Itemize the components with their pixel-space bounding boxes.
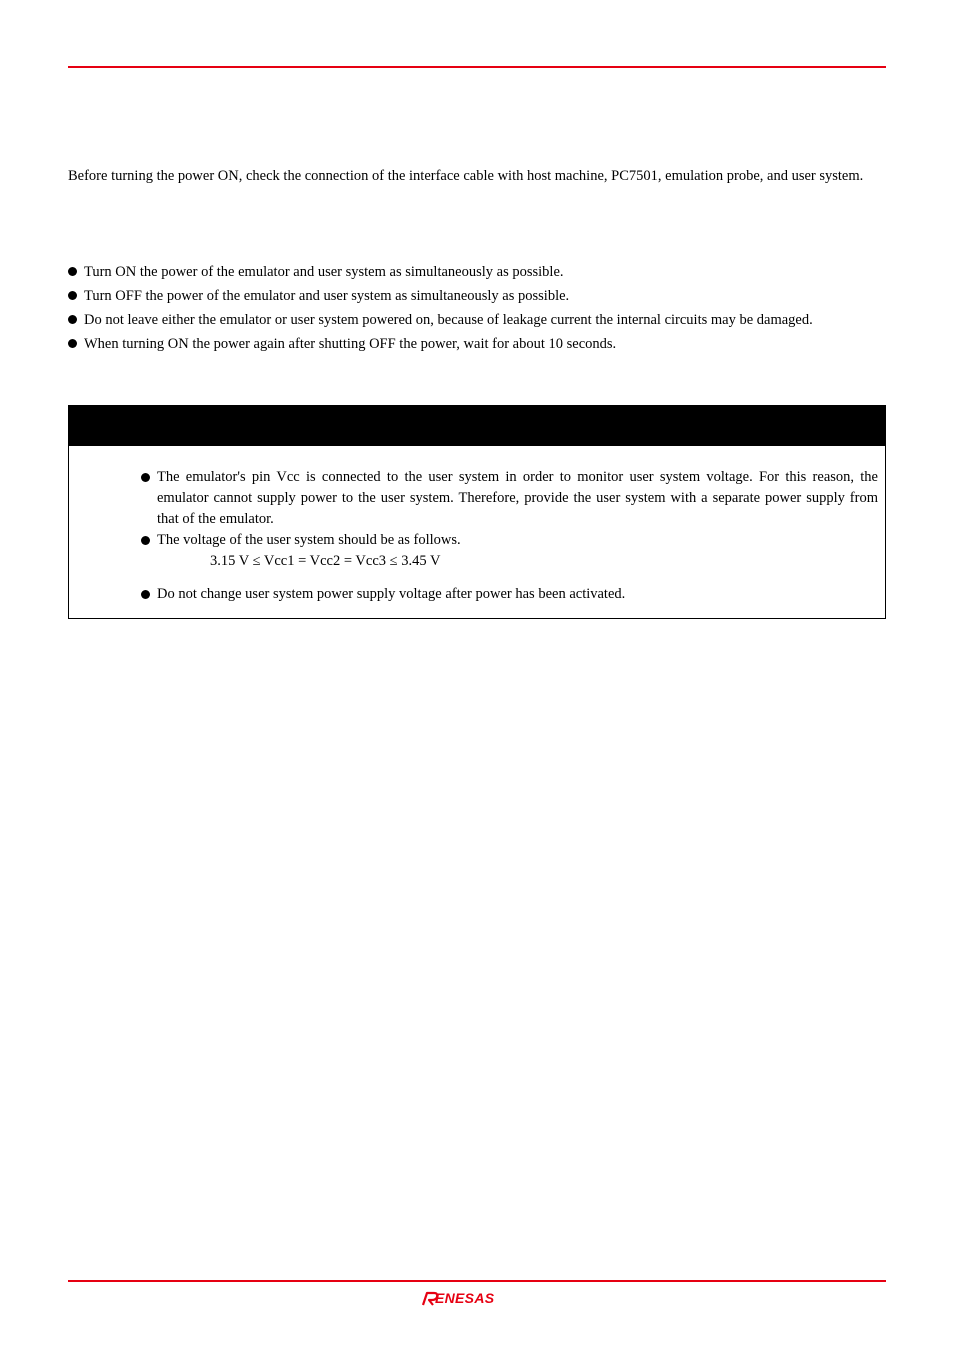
bullet-icon: [68, 291, 77, 300]
notice-box: [68, 405, 886, 619]
list-item: Turn OFF the power of the emulator and user system as simultaneously as possible.: [68, 284, 886, 308]
bullet-icon: [68, 267, 77, 276]
list-item: When turning ON the power again after shutting OFF the power, wait for about 10 seconds.: [68, 332, 886, 356]
bullet-icon: [141, 536, 150, 545]
notice-list: [141, 467, 878, 605]
list-item: Do not change user system power supply voltage after power has been activated.: [141, 584, 878, 605]
list-item: Do not leave either the emulator or user system powered on, because of leakage current the internal circuits may be damaged.: [68, 308, 886, 332]
list-item: Turn ON the power of the emulator and user system as simultaneously as possible.: [68, 260, 886, 284]
bullet-icon: [141, 590, 150, 599]
logo-text: ENESAS: [435, 1290, 495, 1306]
bullet-icon: [141, 473, 150, 482]
bullet-icon: [68, 315, 77, 324]
footer-rule: [68, 1280, 886, 1282]
list-item: The emulator's pin Vcc is connected to the user system in order to monitor user system voltage. For this reason, the emulator cannot supply power to the user system. Therefore, provide the user system with a separate power supply from that of the emulator.: [141, 467, 878, 530]
bullet-icon: [68, 339, 77, 348]
renesas-logo: [421, 1289, 533, 1309]
list-item: The voltage of the user system should be as follows.: [141, 530, 878, 551]
power-rules-list: [68, 260, 886, 356]
intro-paragraph: Before turning the power ON, check the connection of the interface cable with host machine, PC7501, emulation probe, and user system.: [68, 168, 864, 184]
voltage-formula: 3.15 V ≤ Vcc1 = Vcc2 = Vcc3 ≤ 3.45 V: [210, 553, 441, 569]
notice-header-bar: [69, 406, 885, 446]
header-rule: [68, 66, 886, 68]
